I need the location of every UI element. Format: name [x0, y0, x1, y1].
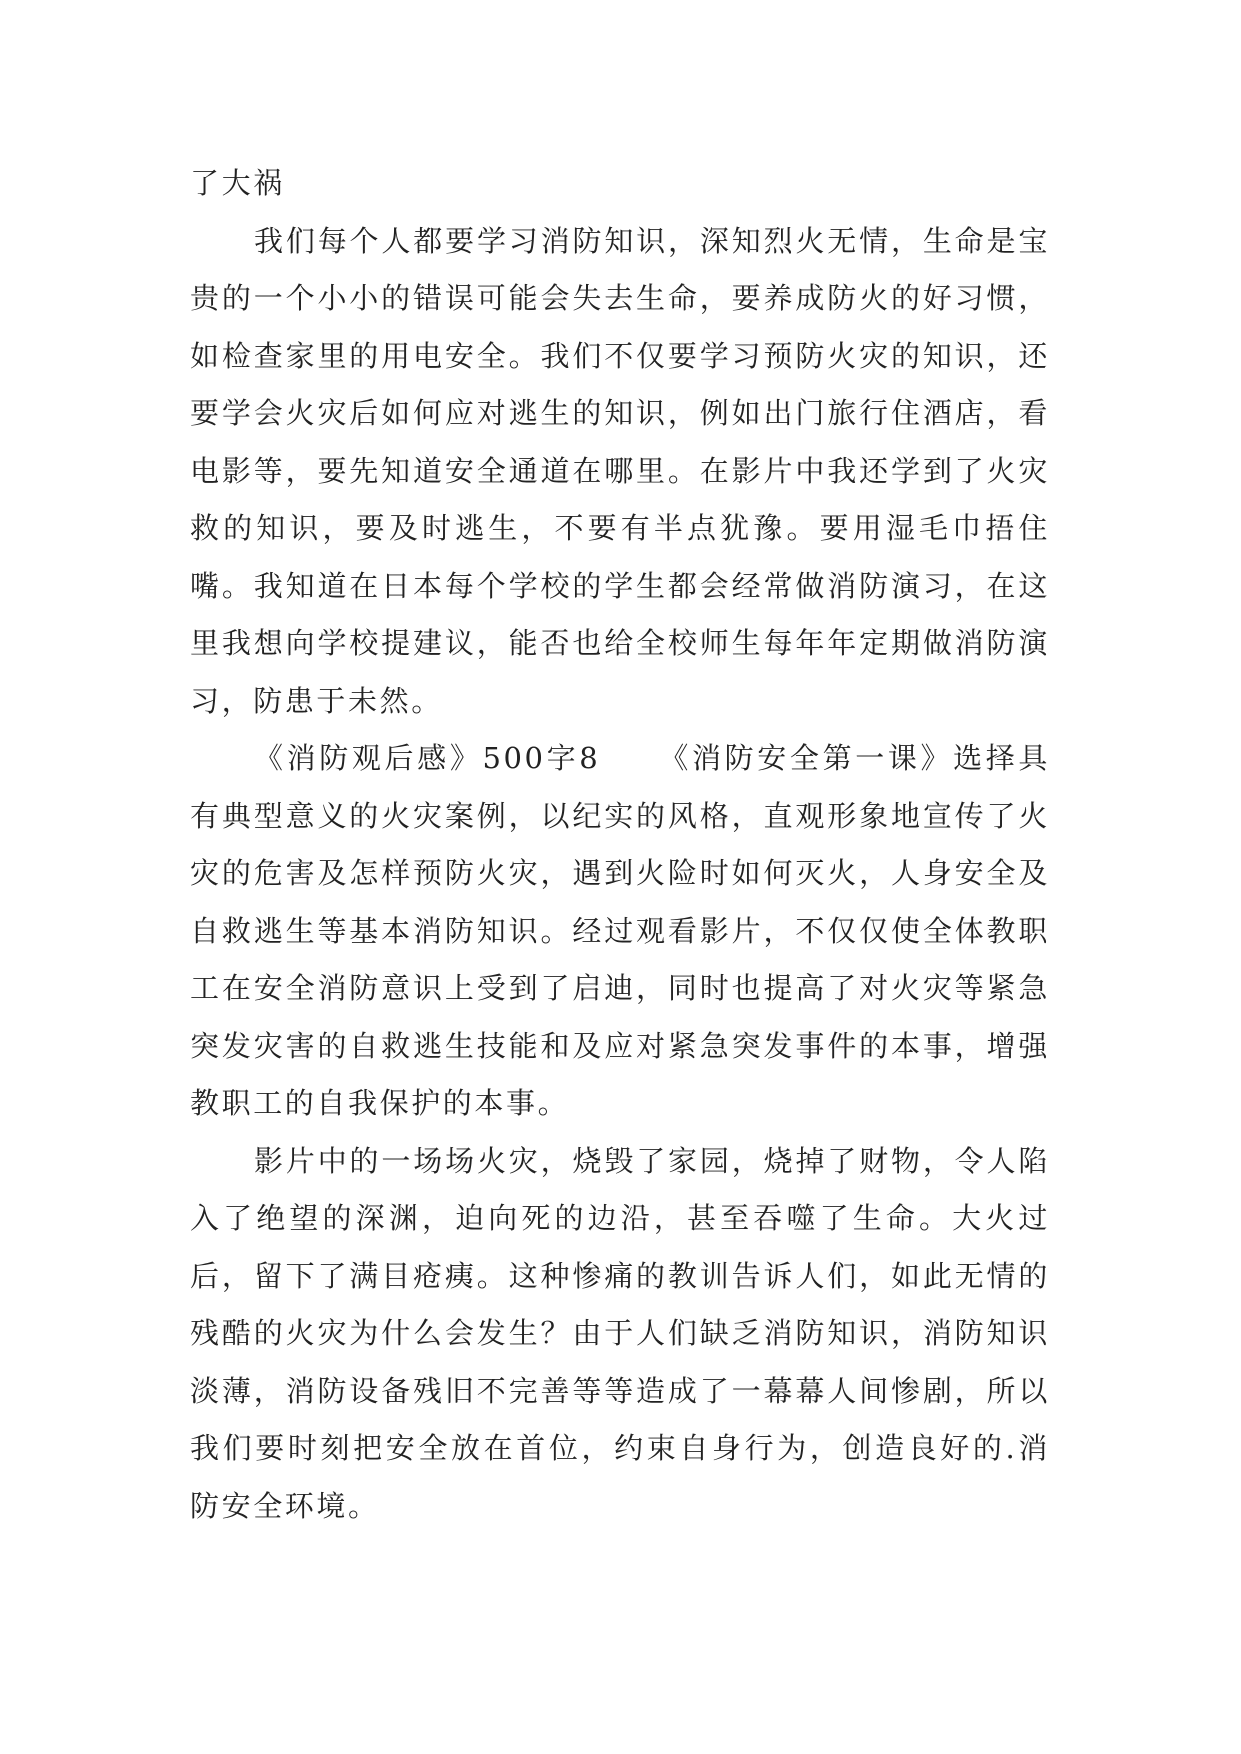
article-title: 《消防观后感》500字8 — [254, 741, 601, 775]
paragraph-3 — [190, 730, 1050, 1133]
paragraph-2 — [190, 213, 1050, 731]
paragraph-3-text: 《消防安全第一课》选择具有典型意义的火灾案例，以纪实的风格，直观形象地宣传了火灾的危害及怎样预防火灾，遇到火险时如何灭火，人身安全及自救逃生等基本消防知识。经过观看影片，不仅仅使全体教职工在安全消防意识上受到了启迪，同时也提高了对火灾等紧急突发灾害的自救逃生技能和及应对紧急突发事件的本事，增强教职工的自我保护的本事。 — [190, 741, 1050, 1120]
paragraph-1-text: 了大祸 — [190, 166, 285, 200]
paragraph-1 — [190, 155, 1050, 213]
paragraph-4 — [190, 1133, 1050, 1536]
paragraph-4-text: 影片中的一场场火灾，烧毁了家园，烧掉了财物，令人陷入了绝望的深渊，迫向死的边沿，甚至吞噬了生命。大火过后，留下了满目疮痍。这种惨痛的教训告诉人们，如此无情的残酷的火灾为什么会发生？由于人们缺乏消防知识，消防知识淡薄，消防设备残旧不完善等等造成了一幕幕人间惨剧，所以我们要时刻把安全放在首位，约束自身行为，创造良好的.消防安全环境。 — [190, 1143, 1050, 1523]
document-body — [190, 155, 1050, 1535]
paragraph-2-text: 我们每个人都要学习消防知识，深知烈火无情，生命是宝贵的一个小小的错误可能会失去生命，要养成防火的好习惯，如检查家里的用电安全。我们不仅要学习预防火灾的知识，还要学会火灾后如何应对逃生的知识，例如出门旅行住酒店，看电影等，要先知道安全通道在哪里。在影片中我还学到了火灾救的知识，要及时逃生，不要有半点犹豫。要用湿毛巾捂住嘴。我知道在日本每个学校的学生都会经常做消防演习，在这里我想向学校提建议，能否也给全校师生每年年定期做消防演习，防患于未然。 — [190, 223, 1050, 718]
